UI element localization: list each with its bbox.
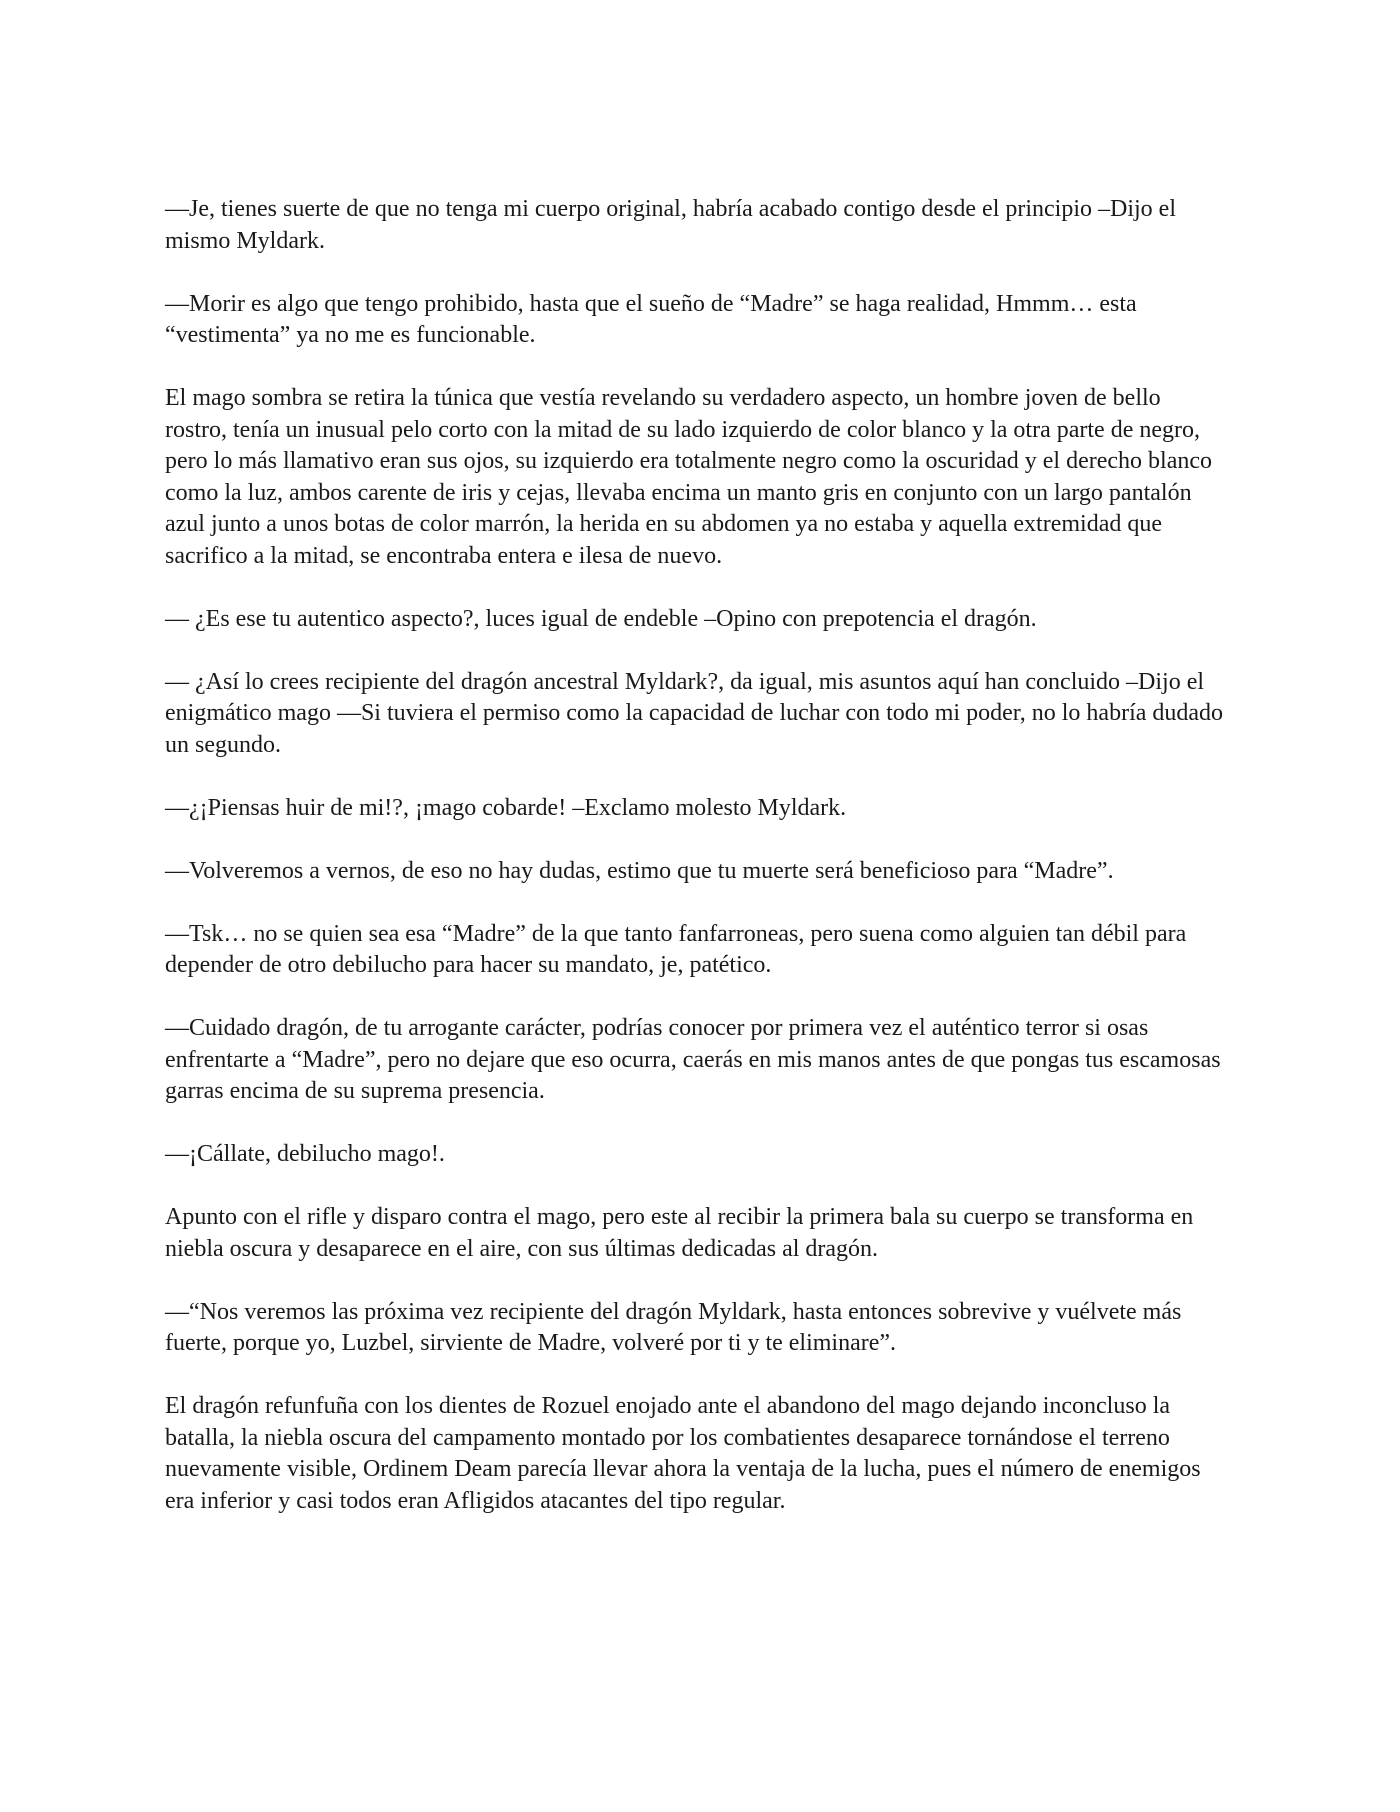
paragraph: —¡Cállate, debilucho mago!. — [165, 1141, 445, 1167]
paragraph: El dragón refunfuña con los dientes de Rozuel enojado ante el abandono del mago dejando inconcluso la batalla, la niebla oscura del campamento montado por los combatientes desaparece tornándose el terreno nuevamente visible, Ordinem Deam parecía llevar ahora la ventaja de la lucha, pues el número de enemigos era inferior y casi todos eran Afligidos atacantes del tipo regular. — [165, 1393, 1201, 1514]
paragraph: Apunto con el rifle y disparo contra el mago, pero este al recibir la primera bala su cuerpo se transforma en niebla oscura y desaparece en el aire, con sus últimas dedicadas al dragón. — [165, 1204, 1194, 1262]
text-body — [165, 194, 1227, 1549]
paragraph: — ¿Así lo crees recipiente del dragón ancestral Myldark?, da igual, mis asuntos aquí han concluido –Dijo el enigmático mago —Si tuviera el permiso como la capacidad de luchar con todo mi poder, no lo habría dudado un segundo. — [165, 668, 1224, 758]
paragraph: —¿¡Piensas huir de mi!?, ¡mago cobarde! –Exclamo molesto Myldark. — [165, 794, 847, 821]
paragraph: — ¿Es ese tu autentico aspecto?, luces igual de endeble –Opino con prepotencia el dragón. — [165, 605, 1037, 632]
paragraph: —“Nos veremos las próxima vez recipiente del dragón Myldark, hasta entonces sobrevive y vuélvete más fuerte, porque yo, Luzbel, sirviente de Madre, volveré por ti y te eliminare”. — [165, 1298, 1182, 1356]
paragraph: —Volveremos a vernos, de eso no hay dudas, estimo que tu muerte será beneficioso para “Madre”. — [165, 857, 1114, 884]
paragraph: —Morir es algo que tengo prohibido, hasta que el sueño de “Madre” se haga realidad, Hmmm… esta “vestimenta” ya no me es funcionable. — [165, 290, 1137, 348]
paragraph: —Je, tienes suerte de que no tenga mi cuerpo original, habría acabado contigo desde el principio –Dijo el mismo Myldark. — [165, 196, 1176, 254]
paragraph: El mago sombra se retira la túnica que vestía revelando su verdadero aspecto, un hombre joven de bello rostro, tenía un inusual pelo corto con la mitad de su lado izquierdo de color blanco y la otra parte de negro, pero lo más llamativo eran sus ojos, su izquierdo era totalmente negro como la oscuridad y el derecho blanco como la luz, ambos carente de iris y cejas, llevaba encima un manto gris en conjunto con un largo pantalón azul junto a unos botas de color marrón, la herida en su abdomen ya no estaba y aquella extremidad que sacrifico a la mitad, se encontraba entera e ilesa de nuevo. — [165, 385, 1212, 569]
paragraph: —Tsk… no se quien sea esa “Madre” de la que tanto fanfarroneas, pero suena como alguien tan débil para depender de otro debilucho para hacer su mandato, je, patético. — [165, 920, 1187, 978]
paragraph: —Cuidado dragón, de tu arrogante carácter, podrías conocer por primera vez el auténtico terror si osas enfrentarte a “Madre”, pero no dejare que eso ocurra, caerás en mis manos antes de que pongas tus escamosas garras encima de su suprema presencia. — [165, 1015, 1221, 1104]
